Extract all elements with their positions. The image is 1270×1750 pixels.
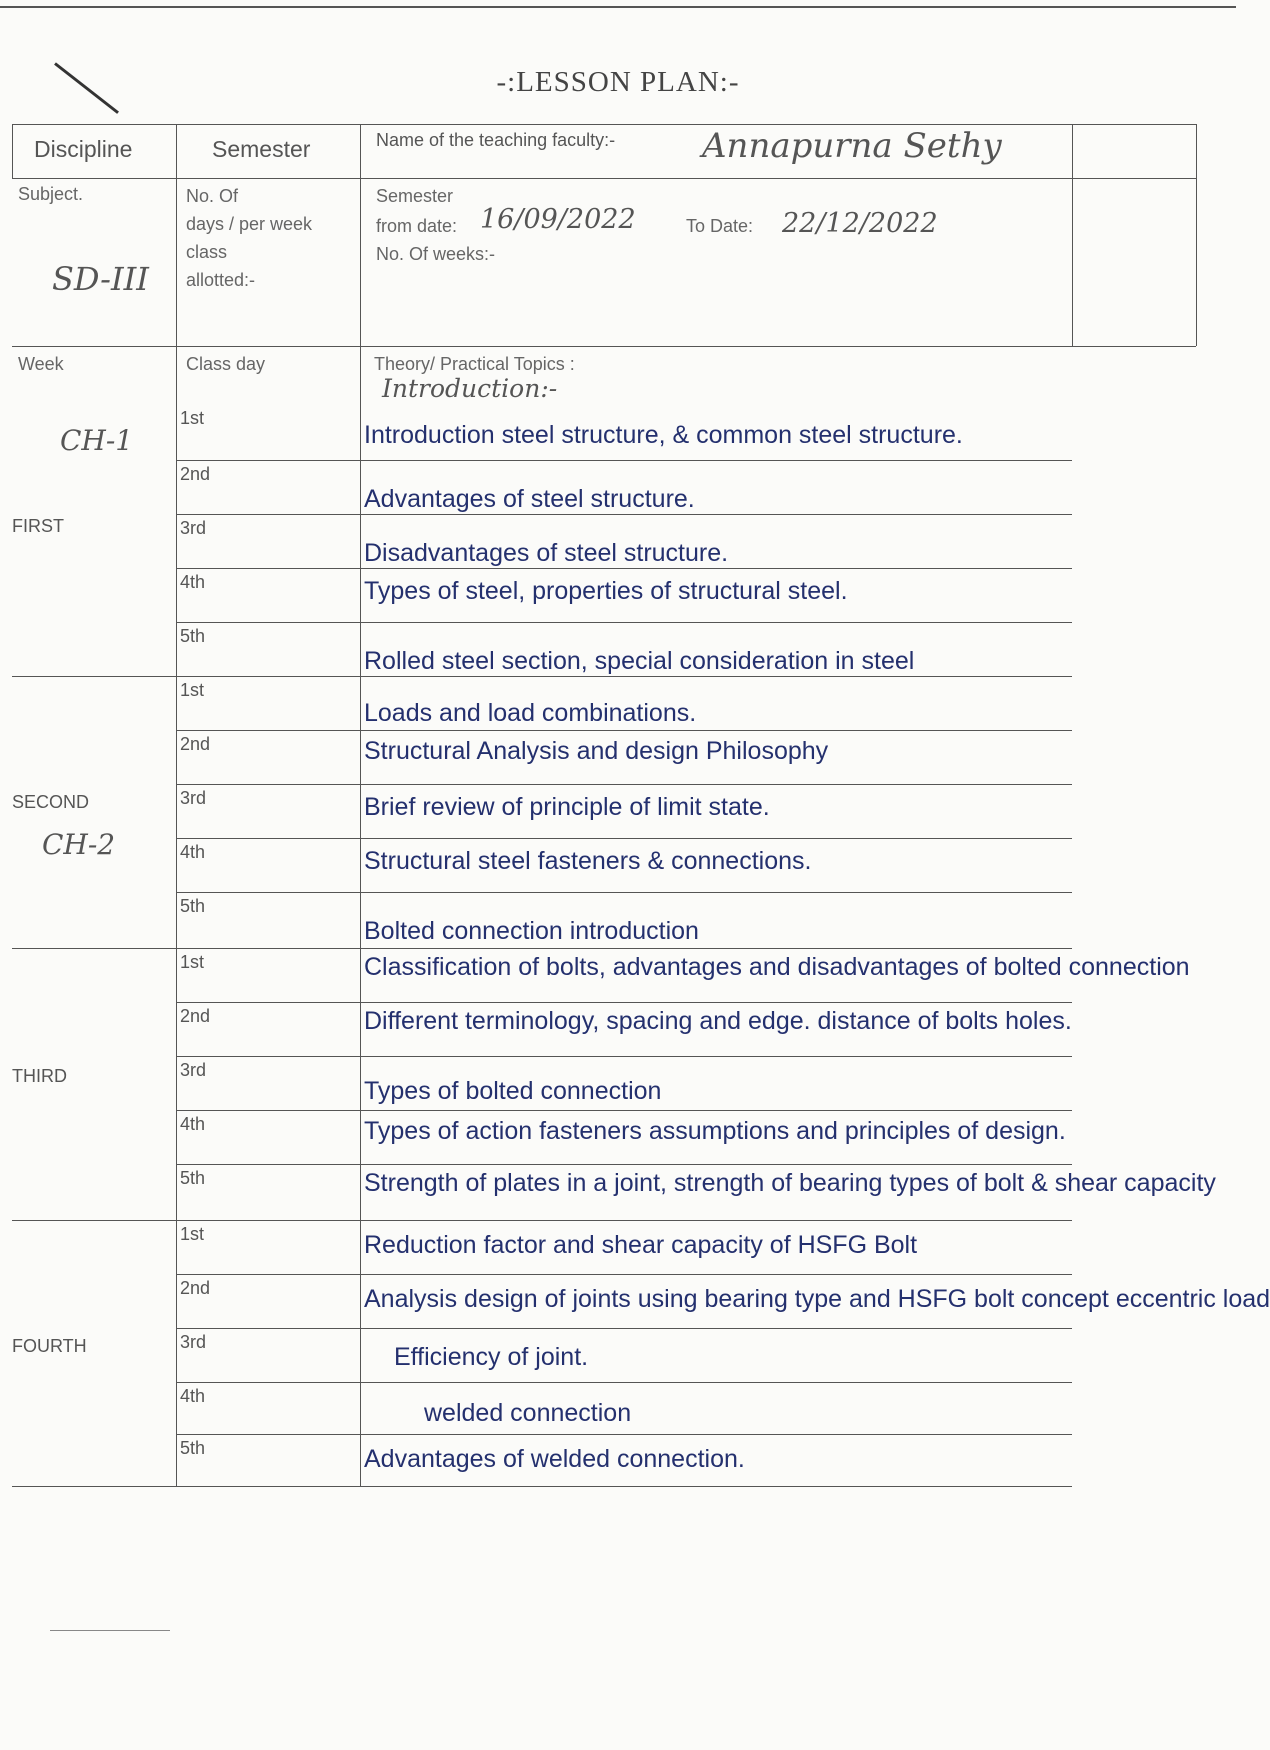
class-day: 5th	[180, 1168, 206, 1188]
class-day: 4th	[180, 842, 206, 862]
week-label: FOURTH	[12, 1336, 87, 1356]
discipline-label: Discipline	[34, 136, 133, 162]
class-day: 3rd	[180, 518, 207, 538]
topic-entry: Types of steel, properties of structural steel.	[364, 577, 848, 605]
subject-value: SD-III	[52, 260, 149, 298]
class-day: 3rd	[180, 788, 207, 808]
topic-entry: Classification of bolts, advantages and disadvantages of bolted connection	[364, 953, 1190, 981]
topic-entry: Advantages of welded connection.	[364, 1445, 745, 1473]
class-day: 1st	[180, 408, 205, 428]
class-day: 4th	[180, 1114, 206, 1134]
weeks-label: No. Of weeks:-	[376, 244, 496, 264]
chapter-label: CH-2	[42, 828, 116, 861]
to-date-value: 22/12/2022	[782, 208, 938, 239]
week-col-header: Week	[18, 354, 64, 374]
topic-entry: Introduction steel structure, & common steel structure.	[364, 421, 963, 449]
topic-entry: welded connection	[424, 1399, 632, 1427]
topic-entry: Bolted connection introduction	[364, 917, 699, 945]
week-label: FIRST	[12, 516, 64, 536]
topic-entry: Efficiency of joint.	[394, 1343, 589, 1371]
footer-line	[50, 1630, 170, 1631]
class-day: 5th	[180, 1438, 206, 1458]
class-day: 5th	[180, 896, 206, 916]
topic-entry: Brief review of principle of limit state.	[364, 793, 770, 821]
class-day: 1st	[180, 952, 205, 972]
days-allotted-label	[186, 182, 312, 294]
topic-entry: Structural steel fasteners & connections.	[364, 847, 812, 875]
topics-intro: Introduction:-	[382, 374, 558, 403]
subject-label: Subject.	[18, 184, 84, 204]
scan-edge	[0, 0, 1236, 8]
days-label-line: allotted:-	[186, 270, 256, 290]
week-label: THIRD	[12, 1066, 67, 1086]
from-date-label: from date:	[376, 216, 458, 236]
faculty-label: Name of the teaching faculty:-	[376, 130, 616, 150]
class-day: 1st	[180, 680, 205, 700]
class-day: 3rd	[180, 1060, 207, 1080]
semester-label: Semester	[212, 136, 311, 162]
faculty-name: Annapurna Sethy	[702, 126, 1002, 166]
class-day: 2nd	[180, 1278, 211, 1298]
days-label-line: days / per week	[186, 214, 313, 234]
class-day-col-header: Class day	[186, 354, 266, 374]
topic-entry: Analysis design of joints using bearing type and HSFG bolt concept eccentric load	[364, 1285, 1270, 1313]
topics-col-header: Theory/ Practical Topics :	[374, 354, 575, 374]
semester-info-label: Semester	[376, 186, 454, 206]
topic-entry: Disadvantages of steel structure.	[364, 539, 729, 567]
topic-entry: Structural Analysis and design Philosophy	[364, 737, 829, 765]
topic-entry: Types of action fasteners assumptions and principles of design.	[364, 1117, 1066, 1145]
class-day: 2nd	[180, 734, 211, 754]
page-title: -:LESSON PLAN:-	[496, 66, 740, 98]
from-date-value: 16/09/2022	[480, 204, 636, 235]
class-day: 5th	[180, 626, 206, 646]
topic-entry: Different terminology, spacing and edge. distance of bolts holes.	[364, 1007, 1072, 1035]
class-day: 4th	[180, 1386, 206, 1406]
days-label-line: No. Of	[186, 186, 239, 206]
chapter-label: CH-1	[60, 424, 134, 457]
topic-entry: Loads and load combinations.	[364, 699, 697, 727]
topic-entry: Strength of plates in a joint, strength of bearing types of bolt & shear capacity	[364, 1169, 1216, 1197]
class-day: 3rd	[180, 1332, 207, 1352]
week-label: SECOND	[12, 792, 90, 812]
class-day: 2nd	[180, 464, 211, 484]
to-date-label: To Date:	[686, 216, 754, 236]
days-label-line: class	[186, 242, 228, 262]
topic-entry: Rolled steel section, special consideration in steel	[364, 647, 915, 675]
topic-entry: Types of bolted connection	[364, 1077, 662, 1105]
class-day: 1st	[180, 1224, 205, 1244]
topic-entry: Advantages of steel structure.	[364, 485, 695, 513]
lesson-plan-table	[12, 124, 1270, 1486]
class-day: 4th	[180, 572, 206, 592]
class-day: 2nd	[180, 1006, 211, 1026]
topic-entry: Reduction factor and shear capacity of HSFG Bolt	[364, 1231, 918, 1259]
